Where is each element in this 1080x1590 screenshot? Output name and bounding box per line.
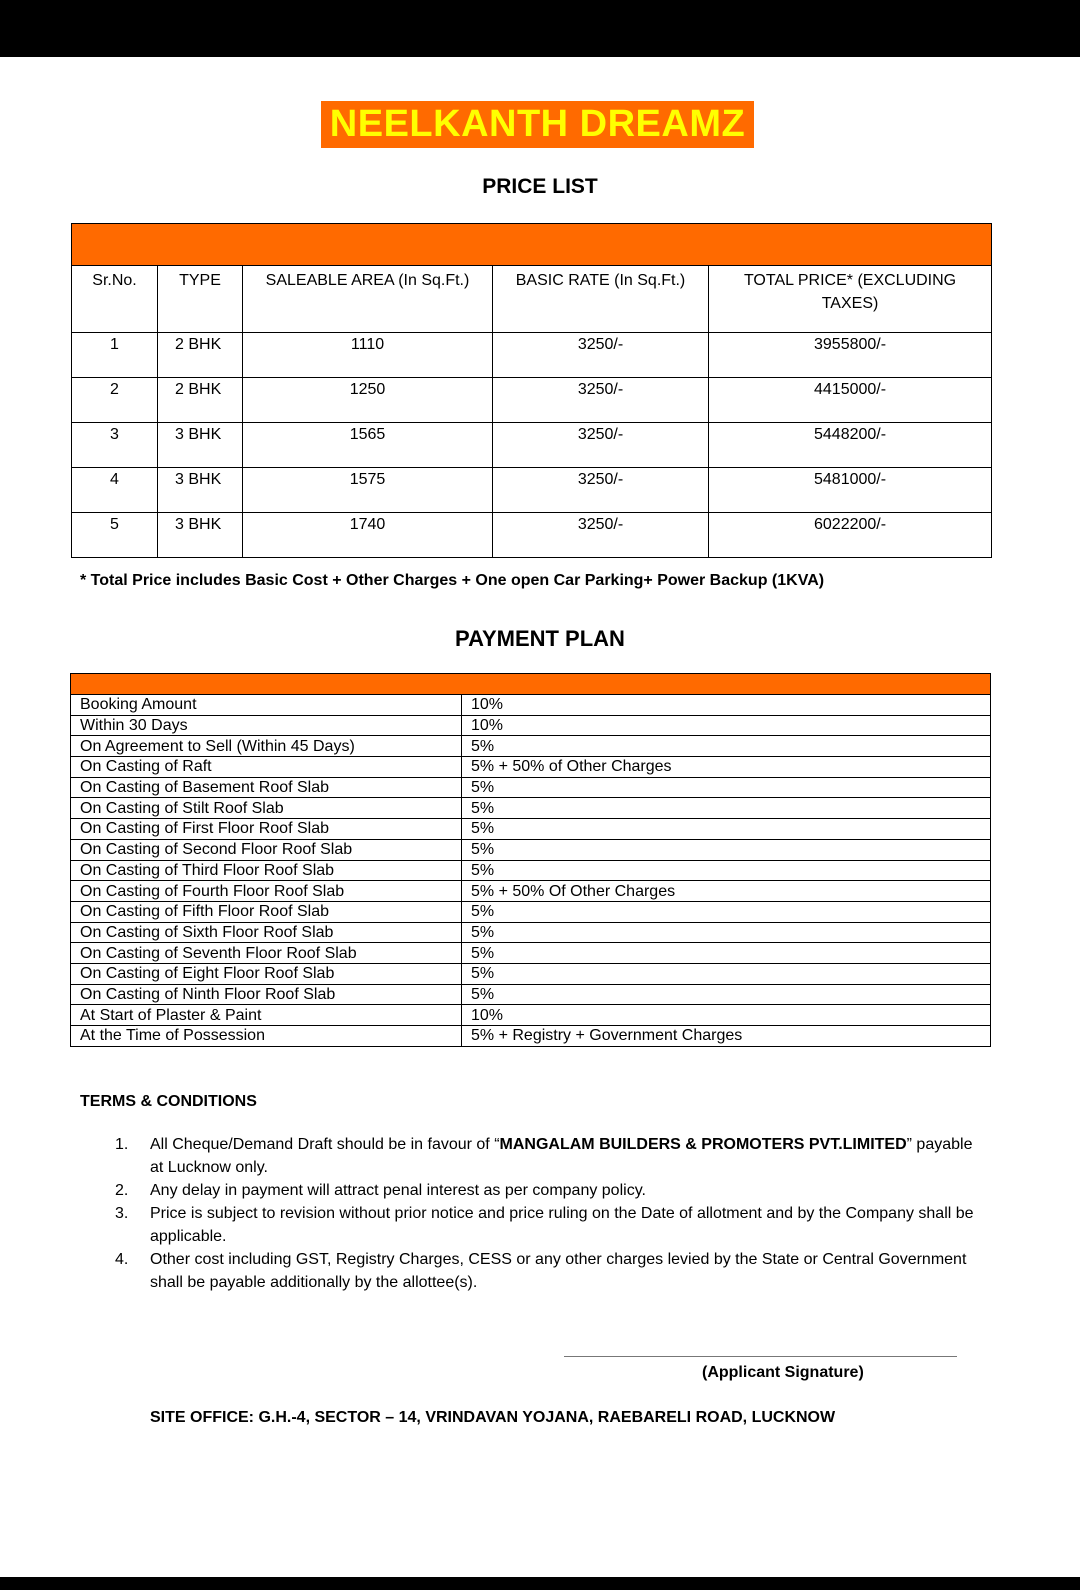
amount-cell: 5% <box>462 736 991 757</box>
stage-cell: On Casting of Eight Floor Roof Slab <box>71 963 462 984</box>
column-header: Sr.No. <box>72 266 158 333</box>
table-row <box>72 333 992 378</box>
term-number: 3. <box>115 1205 129 1222</box>
total-price-cell: 6022200/- <box>709 513 992 558</box>
terms-heading: TERMS & CONDITIONS <box>80 1093 257 1110</box>
area-cell: 1565 <box>243 423 493 468</box>
sr-no-cell: 1 <box>72 333 158 378</box>
top-black-bar <box>0 0 1080 57</box>
amount-cell: 5% <box>462 984 991 1005</box>
amount-cell: 5% <box>462 943 991 964</box>
table-row <box>71 819 991 840</box>
stage-cell: On Casting of Ninth Floor Roof Slab <box>71 984 462 1005</box>
table-row <box>71 901 991 922</box>
stage-cell: On Casting of Second Floor Roof Slab <box>71 839 462 860</box>
term-number: 2. <box>115 1182 129 1199</box>
table-row <box>71 695 991 716</box>
table-row <box>71 860 991 881</box>
table-row <box>71 922 991 943</box>
term-text: All Cheque/Demand Draft should be in favour of “ <box>150 1136 500 1153</box>
total-price-cell: 5481000/- <box>709 468 992 513</box>
table-row <box>72 423 992 468</box>
amount-cell: 5% <box>462 922 991 943</box>
amount-cell: 5% <box>462 901 991 922</box>
amount-cell: 5% <box>462 798 991 819</box>
rate-cell: 3250/- <box>493 423 709 468</box>
term-text: Any delay in payment will attract penal interest as per company policy. <box>150 1182 646 1199</box>
table-row <box>71 777 991 798</box>
term-item <box>110 1133 990 1179</box>
amount-cell: 10% <box>462 1005 991 1026</box>
table-row <box>71 984 991 1005</box>
price-table <box>71 223 992 558</box>
type-cell: 3 BHK <box>158 468 243 513</box>
table-row <box>71 736 991 757</box>
amount-cell: 5% <box>462 819 991 840</box>
signature-label: (Applicant Signature) <box>702 1364 864 1381</box>
stage-cell: On Casting of Fourth Floor Roof Slab <box>71 881 462 902</box>
stage-cell: On Casting of Raft <box>71 757 462 778</box>
type-cell: 2 BHK <box>158 378 243 423</box>
stage-cell: Within 30 Days <box>71 715 462 736</box>
project-title: NEELKANTH DREAMZ <box>321 101 754 148</box>
term-text: Other cost including GST, Registry Charges, CESS or any other charges levied by the State or Central Government shall be payable additionally by the allottee(s). <box>150 1251 967 1291</box>
sr-no-cell: 3 <box>72 423 158 468</box>
table-row <box>71 881 991 902</box>
term-text: Price is subject to revision without prior notice and price ruling on the Date of allotment and by the Company shall be applicable. <box>150 1205 974 1245</box>
table-row <box>72 468 992 513</box>
rate-cell: 3250/- <box>493 468 709 513</box>
sr-no-cell: 4 <box>72 468 158 513</box>
bottom-black-bar <box>0 1577 1080 1590</box>
table-row <box>71 1026 991 1047</box>
type-cell: 3 BHK <box>158 423 243 468</box>
payment-table-band <box>71 674 991 695</box>
table-row <box>71 715 991 736</box>
table-row <box>71 943 991 964</box>
total-price-cell: 4415000/- <box>709 378 992 423</box>
term-item <box>110 1202 990 1248</box>
stage-cell: On Casting of Sixth Floor Roof Slab <box>71 922 462 943</box>
amount-cell: 5% <box>462 860 991 881</box>
payment-plan-table <box>70 673 991 1047</box>
term-number: 1. <box>115 1136 129 1153</box>
stage-cell: On Casting of Basement Roof Slab <box>71 777 462 798</box>
table-row <box>71 757 991 778</box>
price-table-header <box>72 266 992 333</box>
amount-cell: 10% <box>462 695 991 716</box>
amount-cell: 5% + 50% Of Other Charges <box>462 881 991 902</box>
type-cell: 2 BHK <box>158 333 243 378</box>
table-row <box>72 513 992 558</box>
table-row <box>71 1005 991 1026</box>
signature-line <box>564 1356 957 1357</box>
term-text: ” payable at Lucknow only. <box>150 1136 973 1176</box>
rate-cell: 3250/- <box>493 513 709 558</box>
amount-cell: 5% + 50% of Other Charges <box>462 757 991 778</box>
price-list-heading: PRICE LIST <box>482 175 598 198</box>
column-header: BASIC RATE (In Sq.Ft.) <box>493 266 709 333</box>
payee-name: MANGALAM BUILDERS & PROMOTERS PVT.LIMITED <box>499 1136 907 1153</box>
sr-no-cell: 2 <box>72 378 158 423</box>
stage-cell: Booking Amount <box>71 695 462 716</box>
term-item <box>110 1179 990 1202</box>
column-header: TOTAL PRICE* (EXCLUDING TAXES) <box>709 266 992 333</box>
area-cell: 1575 <box>243 468 493 513</box>
amount-cell: 5% + Registry + Government Charges <box>462 1026 991 1047</box>
payment-plan-heading: PAYMENT PLAN <box>455 626 625 651</box>
column-header: SALEABLE AREA (In Sq.Ft.) <box>243 266 493 333</box>
stage-cell: At Start of Plaster & Paint <box>71 1005 462 1026</box>
stage-cell: On Casting of Seventh Floor Roof Slab <box>71 943 462 964</box>
stage-cell: On Casting of Stilt Roof Slab <box>71 798 462 819</box>
amount-cell: 5% <box>462 777 991 798</box>
type-cell: 3 BHK <box>158 513 243 558</box>
total-price-cell: 3955800/- <box>709 333 992 378</box>
total-price-cell: 5448200/- <box>709 423 992 468</box>
area-cell: 1250 <box>243 378 493 423</box>
price-note: * Total Price includes Basic Cost + Other Charges + One open Car Parking+ Power Backup (1KVA) <box>80 572 825 589</box>
price-table-band <box>72 224 992 266</box>
area-cell: 1110 <box>243 333 493 378</box>
rate-cell: 3250/- <box>493 333 709 378</box>
table-row <box>72 378 992 423</box>
stage-cell: On Agreement to Sell (Within 45 Days) <box>71 736 462 757</box>
terms-list <box>110 1133 990 1294</box>
stage-cell: On Casting of Third Floor Roof Slab <box>71 860 462 881</box>
site-office-address: SITE OFFICE: G.H.-4, SECTOR – 14, VRINDAVAN YOJANA, RAEBARELI ROAD, LUCKNOW <box>150 1409 836 1426</box>
column-header: TYPE <box>158 266 243 333</box>
amount-cell: 5% <box>462 963 991 984</box>
amount-cell: 10% <box>462 715 991 736</box>
table-row <box>71 963 991 984</box>
stage-cell: On Casting of Fifth Floor Roof Slab <box>71 901 462 922</box>
area-cell: 1740 <box>243 513 493 558</box>
term-item <box>110 1248 990 1294</box>
stage-cell: On Casting of First Floor Roof Slab <box>71 819 462 840</box>
rate-cell: 3250/- <box>493 378 709 423</box>
table-row <box>71 798 991 819</box>
sr-no-cell: 5 <box>72 513 158 558</box>
table-row <box>71 839 991 860</box>
term-number: 4. <box>115 1251 129 1268</box>
stage-cell: At the Time of Possession <box>71 1026 462 1047</box>
amount-cell: 5% <box>462 839 991 860</box>
